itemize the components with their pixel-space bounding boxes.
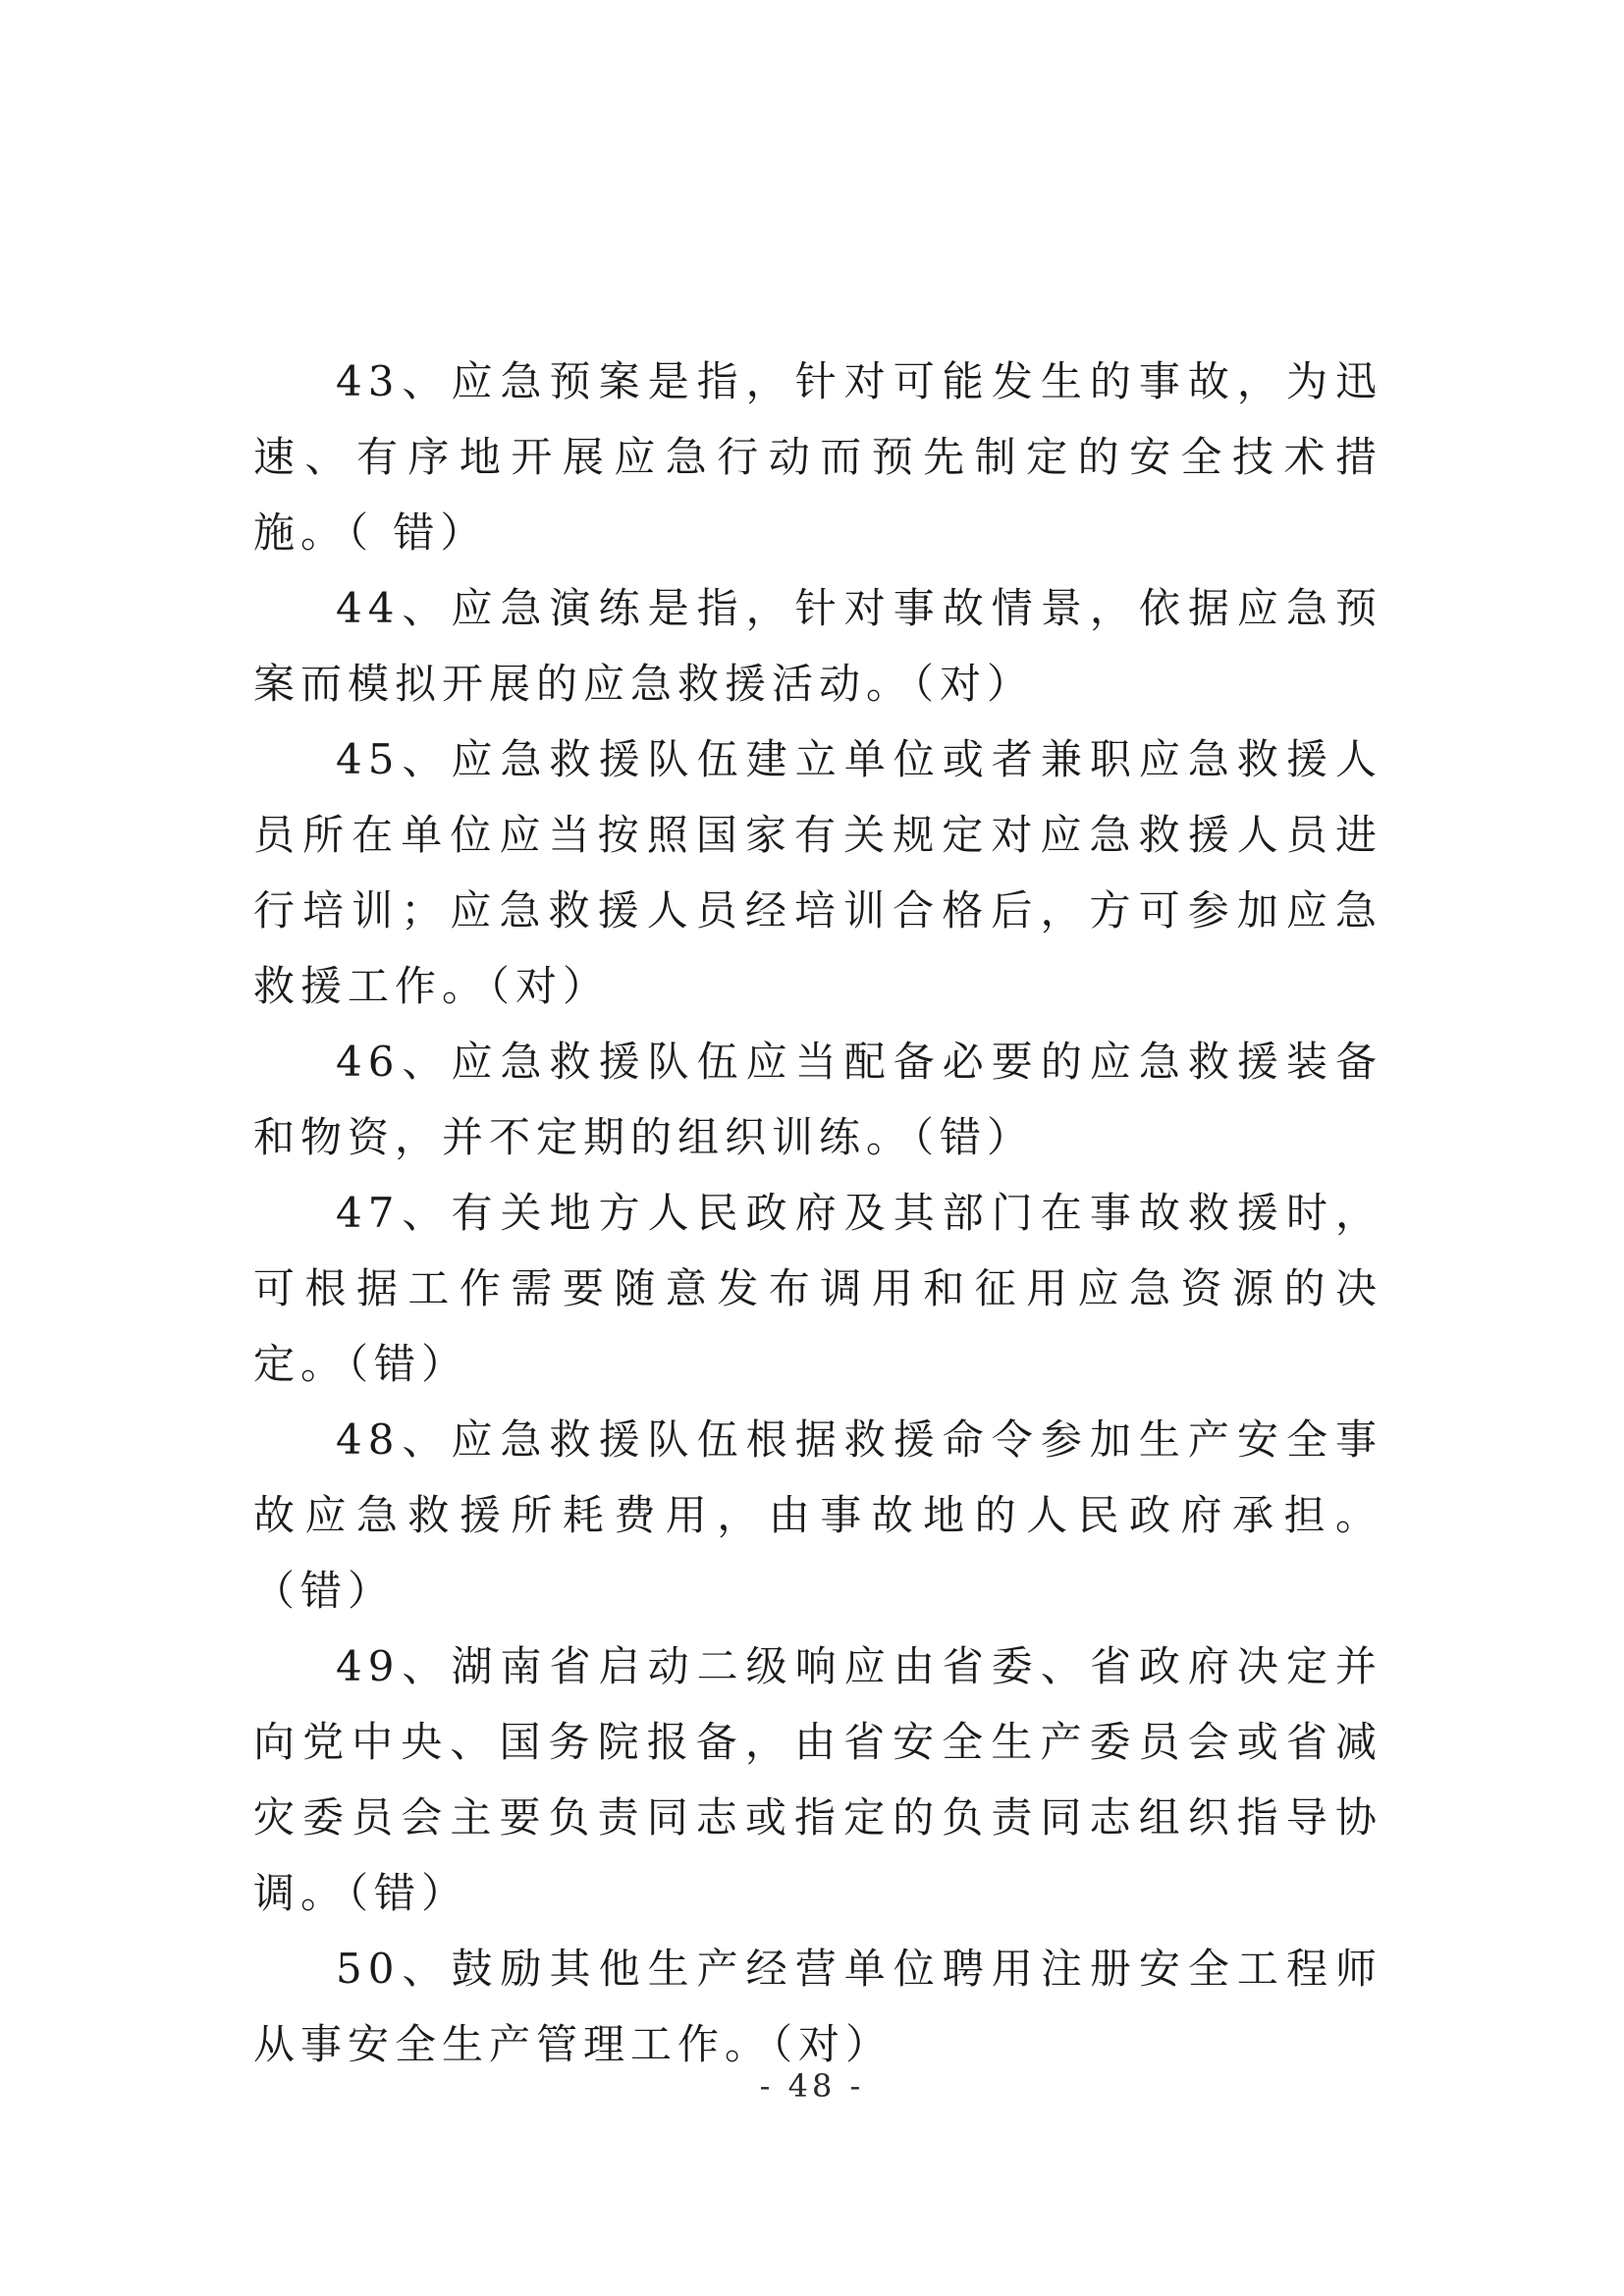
question-44: 44、应急演练是指，针对事故情景，依据应急预案而模拟开展的应急救援活动。（对） xyxy=(253,584,1382,708)
question-47: 47、有关地方人民政府及其部门在事故救援时，可根据工作需要随意发布调用和征用应急资源的决定。（错） xyxy=(253,1189,1382,1388)
question-43: 43、应急预案是指，针对可能发生的事故，为迅速、有序地开展应急行动而预先制定的安全技术措施。（ 错） xyxy=(253,357,1382,557)
question-48: 48、应急救援队伍根据救援命令参加生产安全事故应急救援所耗费用，由事故地的人民政府承担。（错） xyxy=(253,1415,1382,1615)
question-45: 45、应急救援队伍建立单位或者兼职应急救援人员所在单位应当按照国家有关规定对应急救援人员进行培训；应急救援人员经培训合格后，方可参加应急救援工作。（对） xyxy=(253,735,1382,1010)
question-50: 50、鼓励其他生产经营单位聘用注册安全工程师从事安全生产管理工作。（对） xyxy=(253,1945,1382,2068)
question-49: 49、湖南省启动二级响应由省委、省政府决定并向党中央、国务院报备，由省安全生产委员会或省减灾委员会主要负责同志或指定的负责同志组织指导协调。（错） xyxy=(253,1642,1382,1917)
question-list xyxy=(253,344,1382,2082)
question-46: 46、应急救援队伍应当配备必要的应急救援装备和物资，并不定期的组织训练。（错） xyxy=(253,1038,1382,1161)
page-number: - 48 - xyxy=(759,2067,865,2105)
